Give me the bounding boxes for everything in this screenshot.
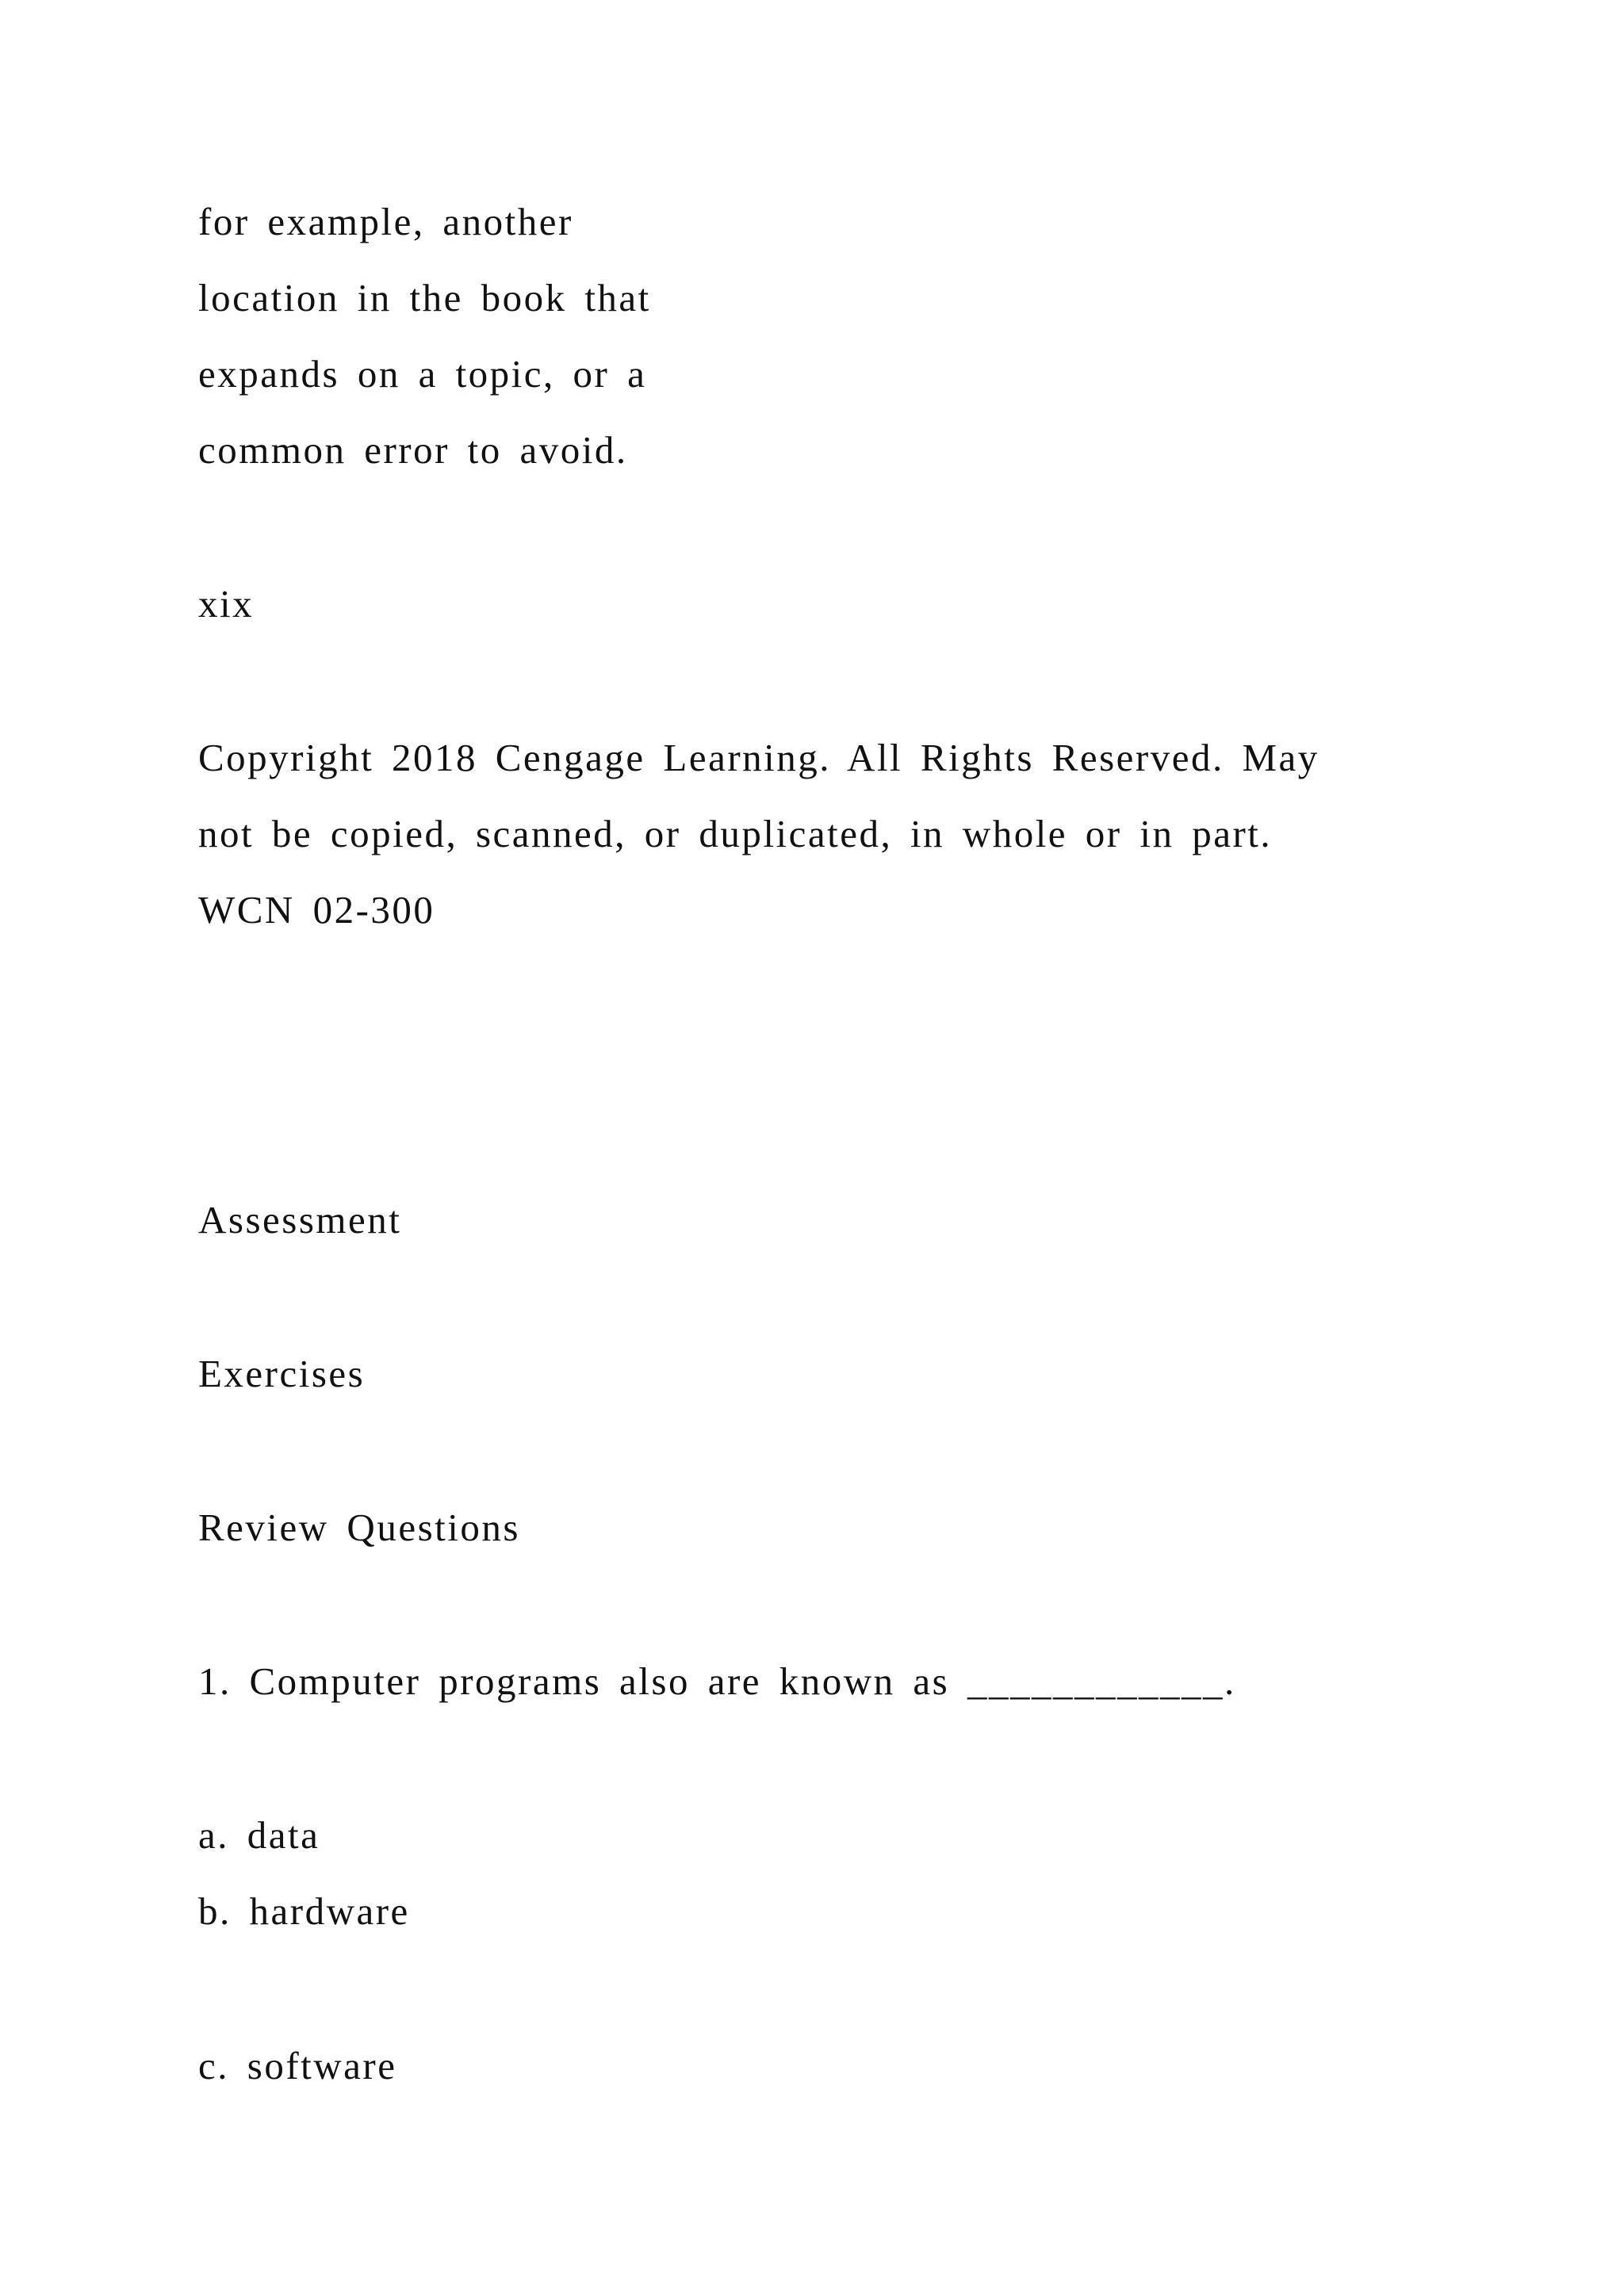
subsection-heading: Exercises [198, 1352, 366, 1395]
copyright-line-1: Copyright 2018 Cengage Learning. All Rights Reserved. May [198, 736, 1320, 779]
intro-line-3: expands on a topic, or a [198, 352, 647, 396]
page-number: xix [198, 582, 255, 626]
intro-line-4: common error to avoid. [198, 428, 628, 472]
question-1-option-a: a. data [198, 1813, 320, 1857]
intro-line-2: location in the book that [198, 276, 651, 320]
question-1-text: 1. Computer programs also are known as ____________. [198, 1659, 1236, 1703]
review-questions-heading: Review Questions [198, 1506, 520, 1549]
question-1-option-b: b. hardware [198, 1889, 410, 1933]
copyright-line-2: not be copied, scanned, or duplicated, in whole or in part. [198, 812, 1273, 855]
section-heading: Assessment [198, 1198, 402, 1242]
question-1-option-c: c. software [198, 2044, 397, 2087]
intro-line-1: for example, another [198, 200, 573, 243]
copyright-line-3: WCN 02-300 [198, 888, 435, 932]
